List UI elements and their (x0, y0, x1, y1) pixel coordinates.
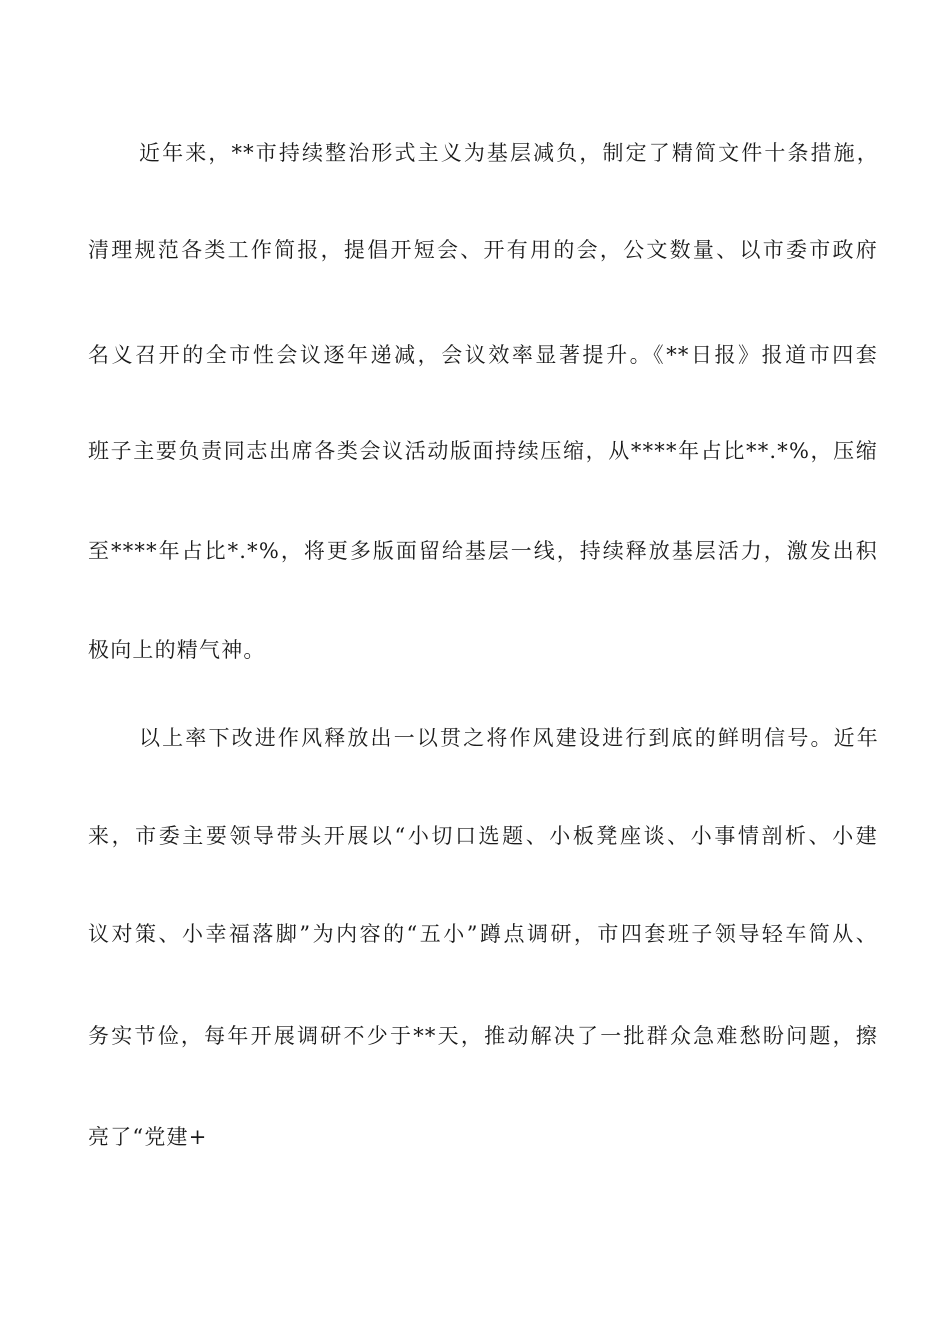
paragraph-line: 名义召开的全市性会议逐年递减，会议效率显著提升。《**日报》报道市四套 (88, 343, 878, 367)
paragraph-line: 至****年占比*.*%，将更多版面留给基层一线，持续释放基层活力，激发出积 (88, 539, 878, 563)
paragraph-line: 极向上的精气神。 (88, 638, 266, 662)
paragraph-line: 议对策、小幸福落脚”为内容的“五小”蹲点调研，市四套班子领导轻车简从、 (88, 922, 878, 946)
paragraph-line: 以上率下改进作风释放出一以贯之将作风建设进行到底的鲜明信号。近年 (139, 726, 879, 750)
paragraph-line: 近年来，**市持续整治形式主义为基层减负，制定了精简文件十条措施， (139, 141, 879, 165)
paragraph-line: 清理规范各类工作简报，提倡开短会、开有用的会，公文数量、以市委市政府 (88, 238, 878, 262)
paragraph-line: 班子主要负责同志出席各类会议活动版面持续压缩，从****年占比**.*%，压缩 (88, 439, 878, 463)
paragraph-line: 务实节俭，每年开展调研不少于**天，推动解决了一批群众急难愁盼问题，擦 (88, 1024, 878, 1048)
paragraph-line: 来，市委主要领导带头开展以“小切口选题、小板凳座谈、小事情剖析、小建 (88, 824, 878, 848)
paragraph-line: 亮了“党建+ (88, 1125, 208, 1149)
